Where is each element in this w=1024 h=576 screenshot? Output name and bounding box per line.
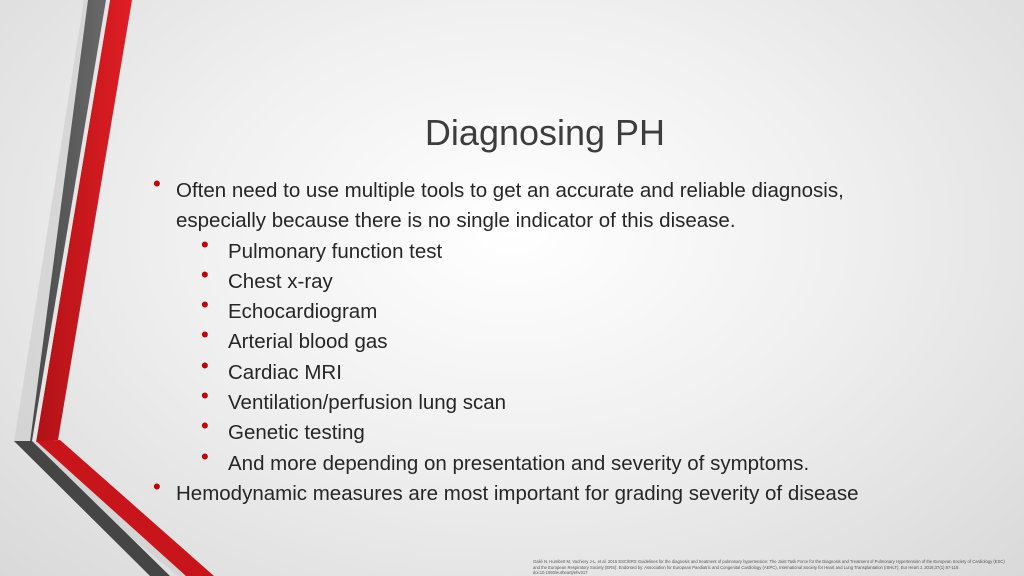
- sub-bullet-text: And more depending on presentation and severity of symptoms.: [228, 451, 810, 475]
- slide-title: Diagnosing PH: [424, 112, 666, 153]
- sub-bullet-item: [150, 443, 930, 479]
- sub-bullet-text: Genetic testing: [228, 421, 365, 445]
- sub-bullet-text: Echocardiogram: [228, 300, 378, 324]
- citation-footnote: Galiè N, Humbert M, Vachiery J-L, et al. 2015 ESC/ERS Guidelines for the diagnosis and treatment of pulmonary hypertension: The Joint Task Force for the Diagnosis and Treatment of Pulmonary Hypertension of the European Society of Cardiology (ESC) and the European Respiratory Society (ERS): Endorsed by: Association for European Paediatric and Congenital Cardiology (AEPC), International Society for Heart and Lung Transplantation (ISHLT). Eur Heart J. 2016;37(1):67-119. doi:10.1093/eurheartj/ehv317: [533, 559, 1005, 575]
- bullet-icon: •: [153, 171, 161, 196]
- bullet-icon: •: [201, 383, 209, 409]
- bullet-text: Hemodynamic measures are most important for grading severity of disease: [176, 481, 859, 505]
- bullet-item: [150, 171, 930, 237]
- sub-bullet-text: Pulmonary function test: [228, 239, 443, 263]
- sub-bullet-item: [150, 261, 930, 297]
- sub-bullet-item: [150, 231, 930, 267]
- sub-bullet-item: [150, 292, 930, 327]
- sub-bullet-item: [150, 413, 930, 448]
- bullet-icon: •: [201, 231, 209, 257]
- bullet-icon: •: [201, 292, 209, 318]
- sub-bullet-item: [150, 322, 930, 357]
- bullet-icon: •: [201, 443, 209, 469]
- sub-bullet-item: [150, 383, 930, 418]
- sub-bullet-text: Ventilation/perfusion lung scan: [228, 391, 507, 415]
- bullet-list: [150, 171, 930, 509]
- stripe-gray-lower: [14, 441, 170, 576]
- bullet-icon: •: [201, 261, 209, 287]
- sub-bullet-text: Cardiac MRI: [228, 360, 342, 384]
- sub-bullet-item: [150, 352, 930, 388]
- stripe-separator: [32, 0, 110, 442]
- bullet-icon: •: [153, 473, 161, 499]
- bullet-icon: •: [201, 413, 209, 439]
- sub-bullet-text: Chest x-ray: [228, 269, 333, 293]
- sub-bullet-text: Arterial blood gas: [228, 330, 388, 354]
- bullet-text: Often need to use multiple tools to get an accurate and reliable diagnosis, especially because there is no single indicator of this disease.: [176, 179, 844, 233]
- bullet-item: [150, 473, 930, 509]
- bullet-icon: •: [201, 352, 209, 378]
- bullet-icon: •: [201, 322, 209, 348]
